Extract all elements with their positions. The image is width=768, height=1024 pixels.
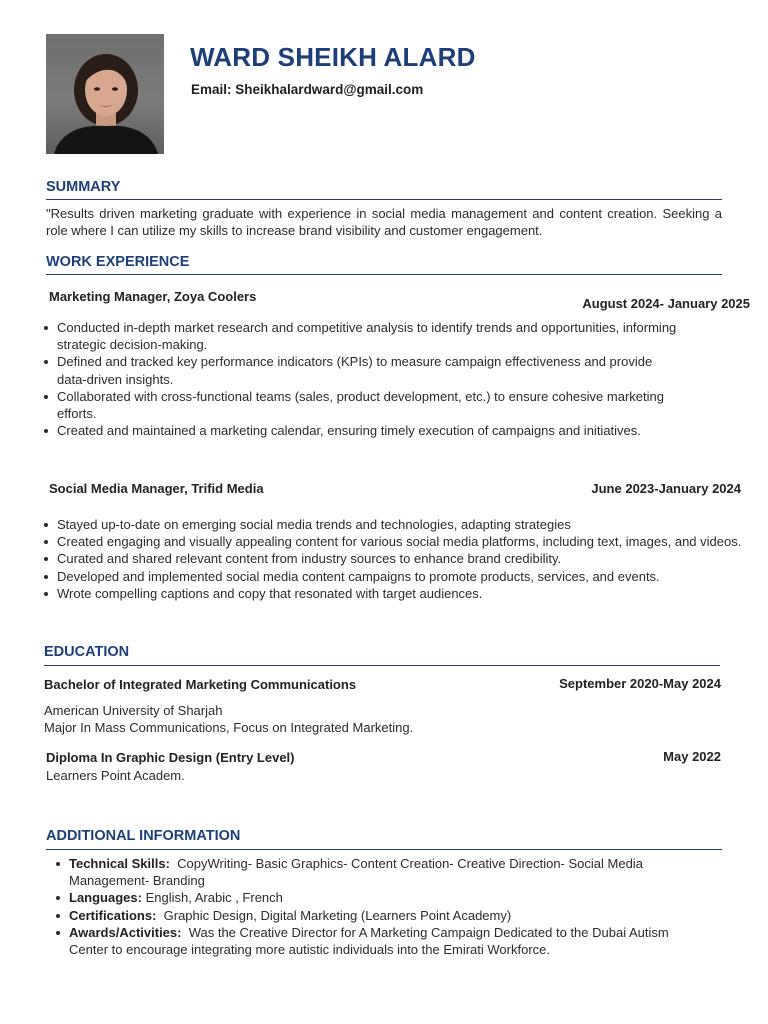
list-item: Defined and tracked key performance indicators (KPIs) to measure campaign effectiveness and provide data-driven insights. — [42, 353, 682, 387]
candidate-name: WARD SHEIKH ALARD — [190, 42, 476, 72]
additional-info-list — [54, 855, 694, 958]
job-title: Marketing Manager, Zoya Coolers — [49, 289, 257, 304]
item-text: CopyWriting- Basic Graphics- Content Creation- Creative Direction- Social Media Management- Branding — [69, 856, 643, 889]
list-item: Conducted in-depth market research and competitive analysis to identify trends and opportunities, informing strategic decision-making. — [42, 319, 682, 353]
job-title: Social Media Manager, Trifid Media — [49, 481, 264, 496]
summary-heading: SUMMARY — [46, 179, 121, 195]
summary-divider — [46, 199, 722, 200]
additional-info-heading: ADDITIONAL INFORMATION — [46, 828, 241, 844]
job-bullets — [42, 319, 682, 439]
work-experience-divider — [46, 274, 722, 275]
email-label: Email: — [191, 82, 232, 97]
list-item — [54, 889, 694, 906]
summary-text: "Results driven marketing graduate with experience in social media management and content creation. Seeking a role where I can utilize my skills to increase brand visibility and customer engagement. — [46, 206, 722, 238]
degree-title: Diploma In Graphic Design (Entry Level) — [46, 750, 295, 765]
education-heading: EDUCATION — [44, 644, 130, 660]
item-label: Technical Skills: — [69, 856, 170, 871]
list-item — [54, 924, 694, 958]
degree-detail: Major In Mass Communications, Focus on Integrated Marketing. — [44, 720, 414, 735]
job-dates: August 2024- January 2025 — [582, 296, 750, 311]
education-divider — [44, 665, 720, 666]
work-experience-heading: WORK EXPERIENCE — [46, 254, 190, 270]
school-name: American University of Sharjah — [44, 703, 223, 718]
item-text: Graphic Design, Digital Marketing (Learners Point Academy) — [163, 907, 512, 923]
item-text: Was the Creative Director for A Marketing Campaign Dedicated to the Dubai Autism Center to encourage integrating more autistic individuals into the Emirati Workforce. — [69, 924, 669, 958]
list-item: Created engaging and visually appealing content for various social media platforms, including text, images, and videos. — [42, 533, 742, 550]
degree-title: Bachelor of Integrated Marketing Communications — [44, 677, 357, 692]
list-item — [54, 907, 694, 924]
list-item: Developed and implemented social media content campaigns to promote products, services, and events. — [42, 568, 742, 585]
additional-info-divider — [46, 849, 722, 850]
item-text: English, Arabic , French — [145, 890, 283, 906]
list-item: Collaborated with cross-functional teams (sales, product development, etc.) to ensure cohesive marketing efforts. — [42, 388, 682, 422]
list-item: Created and maintained a marketing calendar, ensuring timely execution of campaigns and initiatives. — [42, 422, 682, 439]
degree-dates: May 2022 — [663, 749, 721, 764]
list-item: Stayed up-to-date on emerging social media trends and technologies, adapting strategies — [42, 516, 742, 533]
list-item: Curated and shared relevant content from industry sources to enhance brand credibility. — [42, 550, 742, 567]
job-dates: June 2023-January 2024 — [591, 481, 741, 496]
profile-photo-illustration — [46, 34, 164, 154]
degree-dates: September 2020-May 2024 — [559, 676, 721, 691]
list-item: Wrote compelling captions and copy that resonated with target audiences. — [42, 585, 742, 602]
list-item — [54, 855, 694, 889]
email-line — [191, 82, 423, 97]
item-label: Awards/Activities: — [69, 924, 182, 940]
school-name: Learners Point Academ. — [46, 768, 185, 783]
email-address[interactable]: Sheikhalardward@gmail.com — [235, 82, 424, 97]
item-label: Certifications: — [69, 907, 157, 923]
profile-photo — [46, 34, 164, 154]
job-bullets — [42, 516, 742, 602]
item-label: Languages: — [69, 890, 142, 906]
